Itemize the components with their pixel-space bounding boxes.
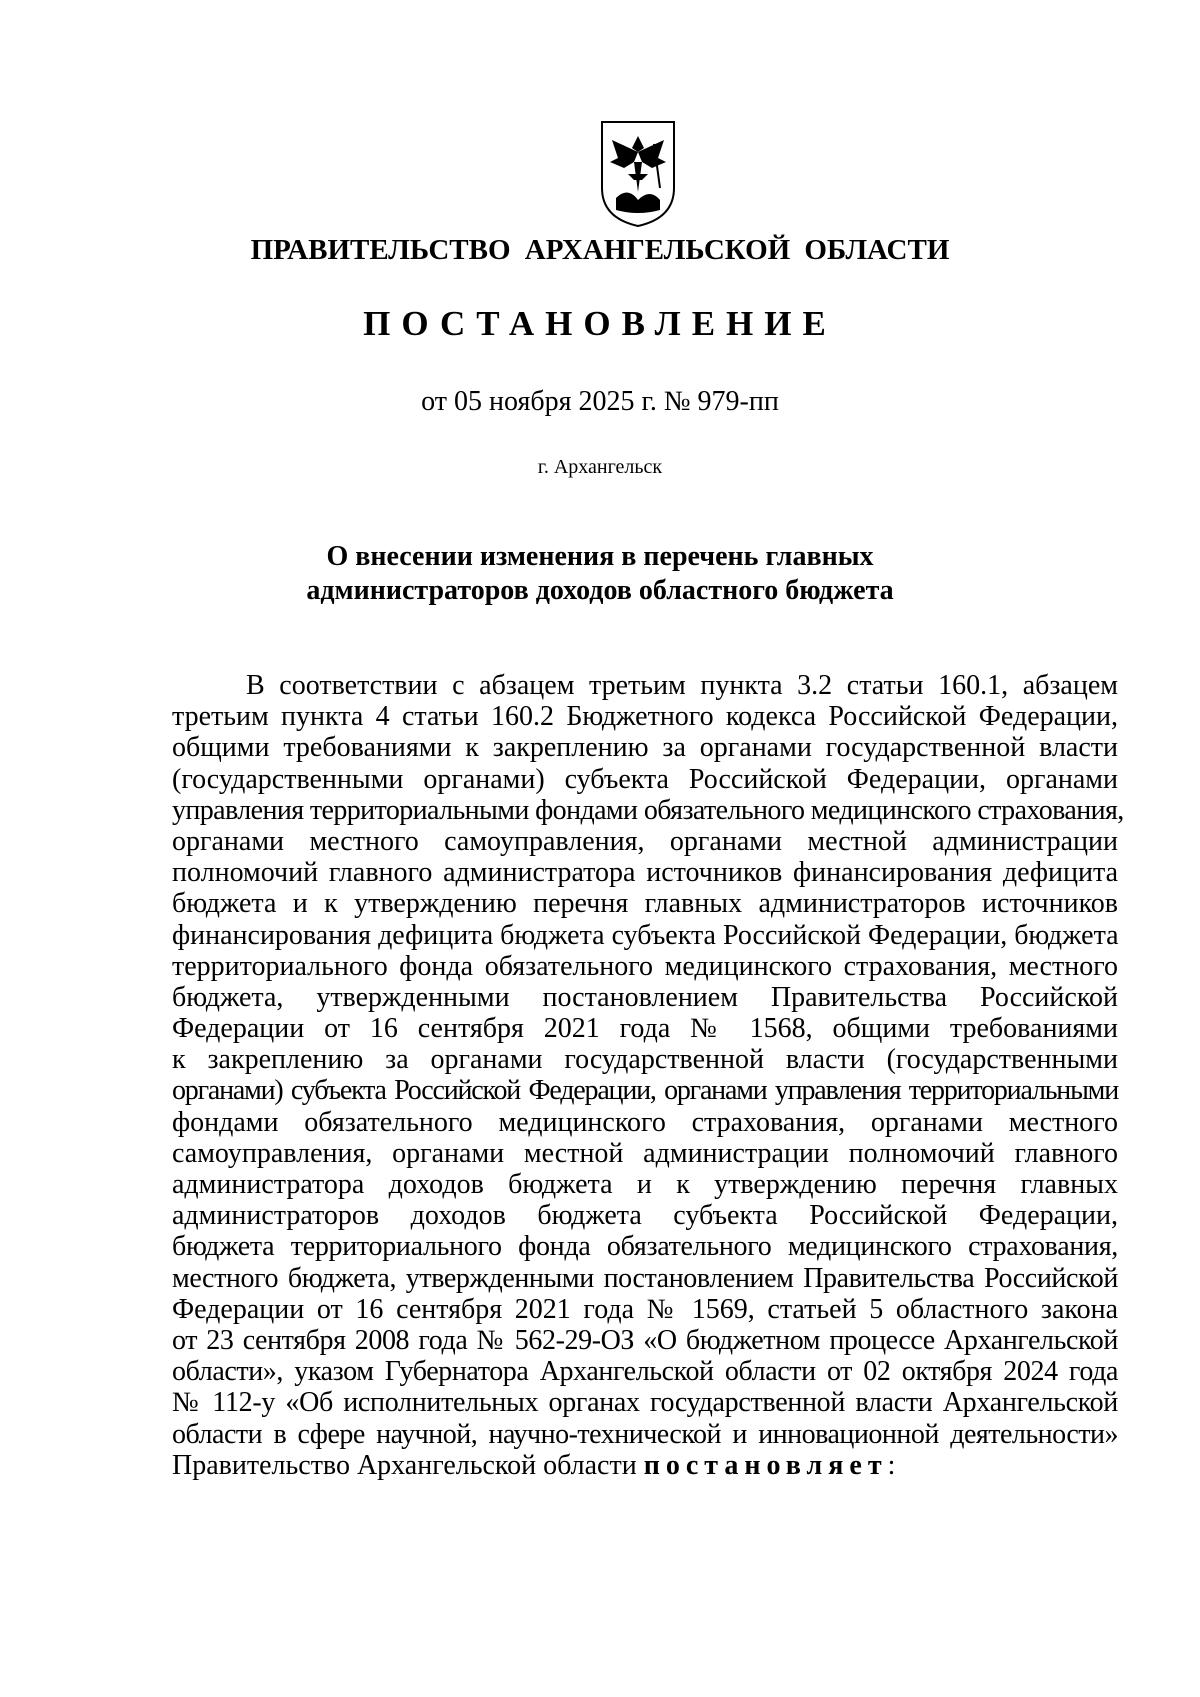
organization-name: ПРАВИТЕЛЬСТВО АРХАНГЕЛЬСКОЙ ОБЛАСТИ [250,234,950,266]
body-line: бюджета территориального фонда обязательного медицинского страхования, [172,1231,1118,1263]
body-line: самоуправления, органами местной администрации полномочий главного [172,1137,1118,1169]
title-line: администраторов доходов областного бюджета [306,575,894,606]
closing-suffix: : [887,1449,896,1481]
body-line: третьим пункта 4 статьи 160.2 Бюджетного кодекса Российской Федерации, [172,701,1118,733]
body-line: Федерации от 16 сентября 2021 года № 1568, общими требованиями [172,1013,1118,1045]
body-line: общими требованиями к закреплению за органами государственной власти [172,732,1118,764]
closing-prefix: Правительство Архангельской области [172,1449,637,1481]
document-type: ПОСТАНОВЛЕНИЕ [363,304,837,343]
body-line: № 112-у «Об исполнительных органах государственной власти Архангельской [172,1387,1118,1419]
body-line: Федерации от 16 сентября 2021 года № 1569, статьей 5 областного закона [172,1293,1118,1325]
title-line: О внесении изменения в перечень главных [326,541,874,572]
body-line: (государственными органами) субъекта Российской Федерации, органами [172,763,1118,795]
body-line: фондами обязательного медицинского страхования, органами местного [172,1106,1118,1138]
document-title [0,540,1200,608]
body-line: местного бюджета, утвержденными постановлением Правительства Российской [172,1262,1118,1294]
body-line: области», указом Губернатора Архангельской области от 02 октября 2024 года [172,1356,1118,1388]
body-line: к закреплению за органами государственной власти (государственными [172,1044,1118,1076]
body-line: управления территориальными фондами обязательного медицинского страхования, [172,794,1124,826]
body-line: В соответствии с абзацем третьим пункта 3.2 статьи 160.1, абзацем [246,670,1118,701]
closing-verb: постановляет [643,1449,888,1481]
body-line: области в сфере научной, научно-технической и инновационной деятельности» [172,1418,1118,1450]
body-line: органами) субъекта Российской Федерации, органами управления территориальными [172,1075,1118,1107]
body-line: администраторов доходов бюджета субъекта Российской Федерации, [172,1200,1118,1232]
body-line: от 23 сентября 2008 года № 562-29-ОЗ «О бюджетном процессе Архангельской [172,1324,1118,1356]
body-line: администратора доходов бюджета и к утверждению перечня главных [172,1169,1118,1200]
document-date-number: от 05 ноября 2025 г. № 979-пп [421,386,779,417]
archangel-coat-of-arms-icon [598,118,678,230]
document-city: г. Архангельск [537,456,663,478]
body-line: территориального фонда обязательного медицинского страхования, местного [172,950,1118,982]
document-body [172,670,1124,1481]
body-line: финансирования дефицита бюджета субъекта Российской Федерации, бюджета [172,919,1119,951]
body-line: бюджета, утвержденными постановлением Правительства Российской [172,981,1118,1013]
body-closing-line [172,1450,1118,1481]
body-line: органами местного самоуправления, органами местной администрации [172,825,1118,857]
body-line: полномочий главного администратора источников финансирования дефицита [172,857,1118,889]
body-line: бюджета и к утверждению перечня главных администраторов источников [172,888,1118,920]
